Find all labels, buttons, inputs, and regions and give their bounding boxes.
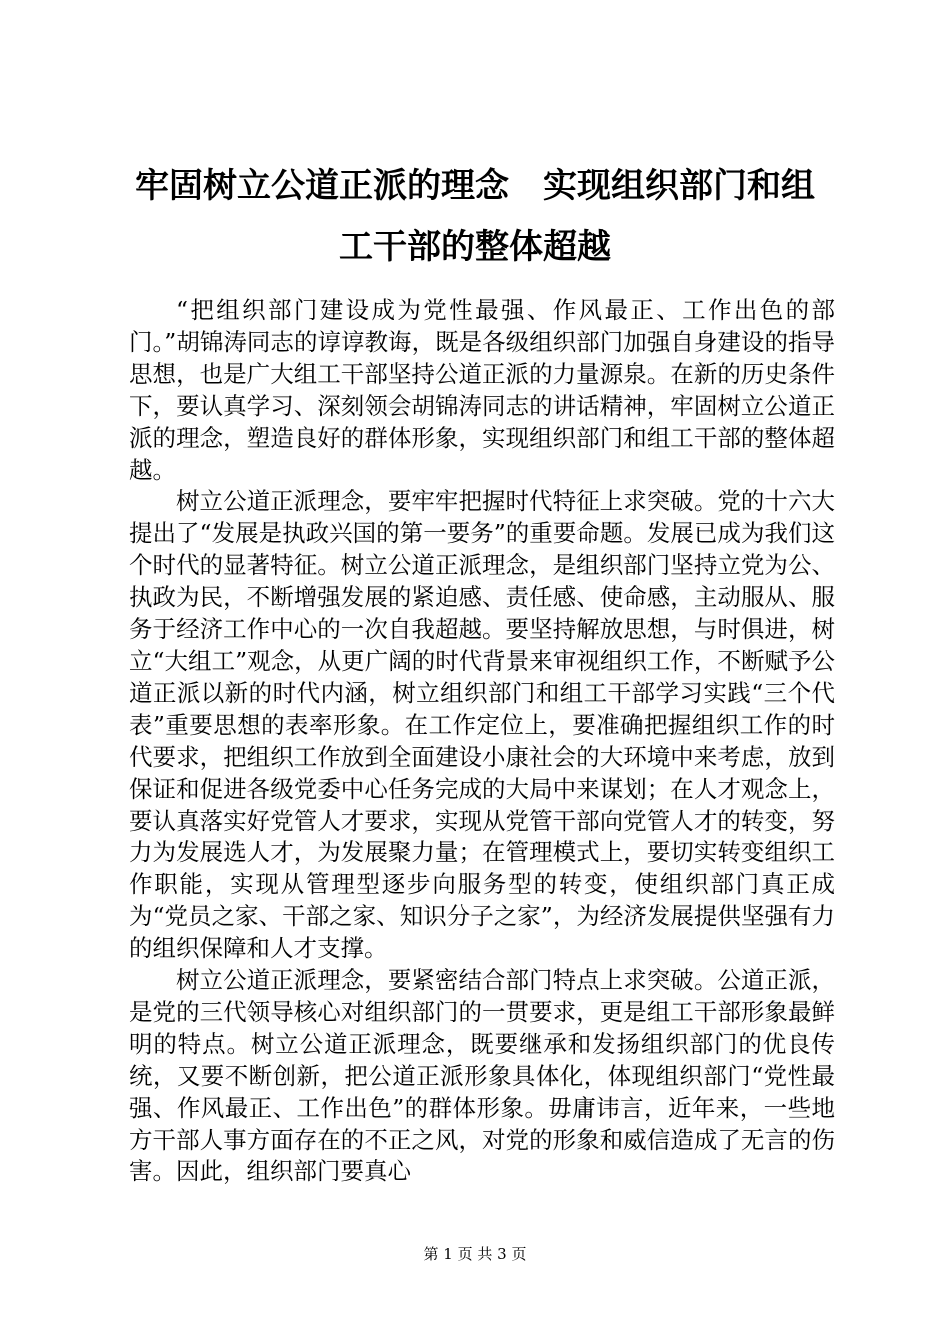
document-body [129,295,835,1188]
document-title [125,156,825,278]
paragraph-3: 树立公道正派理念，要紧密结合部门特点上求突破。公道正派，是党的三代领导核心对组织部门的一贯要求，更是组工干部形象最鲜明的特点。树立公道正派理念，既要继承和发扬组织部门的优良传统，又要不断创新，把公道正派形象具体化，体现组织部门“党性最强、作风最正、工作出色”的群体形象。毋庸讳言，近年来，一些地方干部人事方面存在的不正之风，对党的形象和威信造成了无言的伤害。因此，组织部门要真心 [129,966,835,1186]
paragraph-2: 树立公道正派理念，要牢牢把握时代特征上求突破。党的十六大提出了“发展是执政兴国的第一要务”的重要命题。发展已成为我们这个时代的显著特征。树立公道正派理念，是组织部门坚持立党为公、执政为民，不断增强发展的紧迫感、责任感、使命感，主动服从、服务于经济工作中心的一次自我超越。要坚持解放思想，与时俱进，树立“大组工”观念，从更广阔的时代背景来审视组织工作，不断赋予公道正派以新的时代内涵，树立组织部门和组工干部学习实践“三个代表”重要思想的表率形象。在工作定位上，要准确把握组织工作的时代要求，把组织工作放到全面建设小康社会的大环境中来考虑，放到保证和促进各级党委中心任务完成的大局中来谋划；在人才观念上，要认真落实好党管人才要求，实现从党管干部向党管人才的转变，努力为发展选人才，为发展聚力量；在管理模式上，要切实转变组织工作职能，实现从管理型逐步向服务型的转变，使组织部门真正成为“党员之家、干部之家、知识分子之家”，为经济发展提供坚强有力的组织保障和人才支撑。 [129,487,835,963]
paragraph-1: “把组织部门建设成为党性最强、作风最正、工作出色的部门。”胡锦涛同志的谆谆教诲，既是各级组织部门加强自身建设的指导思想，也是广大组工干部坚持公道正派的力量源泉。在新的历史条件下，要认真学习、深刻领会胡锦涛同志的讲话精神，牢固树立公道正派的理念，塑造良好的群体形象，实现组织部门和组工干部的整体超越。 [129,296,835,484]
document-title-line-1: 牢固树立公道正派的理念 实现组织部门和组 [135,166,815,206]
page-number-footer: 第 1 页 共 3 页 [423,1245,527,1263]
document-title-line-2: 工干部的整体超越 [339,227,611,267]
